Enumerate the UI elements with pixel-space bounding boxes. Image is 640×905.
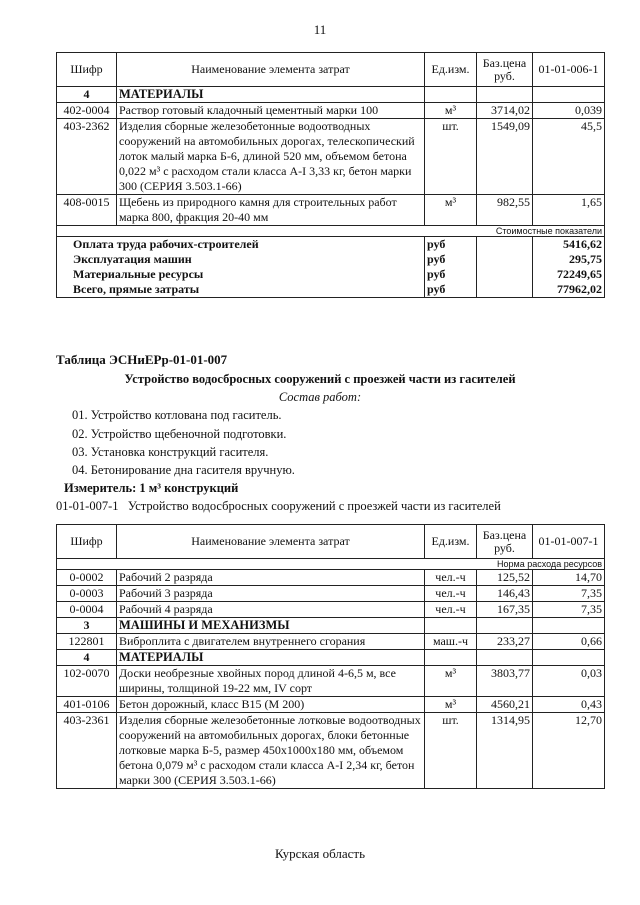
table-row bbox=[57, 195, 605, 226]
row-price: 4560,21 bbox=[477, 697, 533, 713]
total-unit: руб bbox=[425, 282, 477, 298]
total-unit: руб bbox=[425, 237, 477, 253]
row-name: Раствор готовый кладочный цементный марки 100 bbox=[117, 103, 425, 119]
col-norm-header: 01-01-007-1 bbox=[533, 525, 605, 559]
row-name: Виброплита с двигателем внутреннего сгорания bbox=[117, 634, 425, 650]
row-name: Щебень из природного камня для строительных работ марка 800, фракция 20-40 мм bbox=[117, 195, 425, 226]
total-unit: руб bbox=[425, 252, 477, 267]
total-row bbox=[57, 252, 605, 267]
row-price: 233,27 bbox=[477, 634, 533, 650]
section-title: МАШИНЫ И МЕХАНИЗМЫ bbox=[117, 618, 425, 634]
meter-label: Измеритель: 1 м³ конструкций bbox=[64, 481, 239, 495]
total-name: Оплата труда рабочих-строителей bbox=[57, 237, 425, 253]
col-unit-header: Ед.изм. bbox=[425, 525, 477, 559]
table-title: Таблица ЭСНиЕРр-01-01-007 bbox=[56, 352, 228, 367]
table-row bbox=[57, 602, 605, 618]
row-code: 102-0070 bbox=[57, 666, 117, 697]
row-name: Изделия сборные железобетонные лотковые водоотводных сооружений на автомобильных дорогах, блоки бетонные лотковые марка Б-5, размер 450х1000х180 мм, объемом бетона 0,079 м³ с расходом стали класса А-I 2,34 кг, бетон марки 300 (СЕРИЯ 3.503.1-66) bbox=[117, 713, 425, 789]
table-header-row bbox=[57, 53, 605, 87]
work-composition-label: Состав работ: bbox=[278, 390, 362, 404]
total-name: Эксплуатация машин bbox=[57, 252, 425, 267]
table-row bbox=[57, 666, 605, 697]
row-price: 1314,95 bbox=[477, 713, 533, 789]
table-subtitle: Устройство водосбросных сооружений с проезжей части из гасителей bbox=[124, 372, 516, 386]
row-value: 7,35 bbox=[533, 602, 605, 618]
row-code: 401-0106 bbox=[57, 697, 117, 713]
total-row bbox=[57, 237, 605, 253]
row-price: 1549,09 bbox=[477, 119, 533, 195]
row-name: Доски необрезные хвойных пород длиной 4-6,5 м, все ширины, толщиной 19-22 мм, IV сорт bbox=[117, 666, 425, 697]
row-name: Рабочий 3 разряда bbox=[117, 586, 425, 602]
row-name: Рабочий 2 разряда bbox=[117, 570, 425, 586]
total-row bbox=[57, 282, 605, 298]
total-value: 5416,62 bbox=[533, 237, 605, 253]
row-value: 12,70 bbox=[533, 713, 605, 789]
work-item: 01. Устройство котлована под гаситель. bbox=[72, 408, 282, 422]
norm-line: 01-01-007-1 Устройство водосбросных сооружений с проезжей части из гасителей bbox=[56, 499, 501, 513]
row-unit: м³ bbox=[425, 666, 477, 697]
row-unit: м³ bbox=[425, 103, 477, 119]
row-unit: маш.-ч bbox=[425, 634, 477, 650]
table-row bbox=[57, 570, 605, 586]
work-item: 02. Устройство щебеночной подготовки. bbox=[72, 427, 287, 441]
section-title: МАТЕРИАЛЫ bbox=[117, 87, 425, 103]
work-item: 04. Бетонирование дна гасителя вручную. bbox=[72, 463, 295, 477]
total-value: 295,75 bbox=[533, 252, 605, 267]
total-value: 72249,65 bbox=[533, 267, 605, 282]
total-name: Материальные ресурсы bbox=[57, 267, 425, 282]
row-code: 403-2361 bbox=[57, 713, 117, 789]
row-price: 146,43 bbox=[477, 586, 533, 602]
row-unit: шт. bbox=[425, 713, 477, 789]
col-price-header: Баз.цена руб. bbox=[477, 53, 533, 87]
row-price: 125,52 bbox=[477, 570, 533, 586]
section-row bbox=[57, 650, 605, 666]
total-unit: руб bbox=[425, 267, 477, 282]
section-number: 4 bbox=[57, 650, 117, 666]
col-norm-header: 01-01-006-1 bbox=[533, 53, 605, 87]
page-number: 11 bbox=[313, 22, 327, 37]
resource-norm-label: Норма расхода ресурсов bbox=[57, 559, 605, 570]
row-price: 167,35 bbox=[477, 602, 533, 618]
row-code: 122801 bbox=[57, 634, 117, 650]
row-code: 403-2362 bbox=[57, 119, 117, 195]
table-header-row bbox=[57, 525, 605, 559]
col-code-header: Шифр bbox=[57, 525, 117, 559]
section-number: 3 bbox=[57, 618, 117, 634]
row-value: 45,5 bbox=[533, 119, 605, 195]
col-name-header: Наименование элемента затрат bbox=[117, 525, 425, 559]
table-row bbox=[57, 103, 605, 119]
resource-table-2 bbox=[56, 524, 605, 789]
row-name: Рабочий 4 разряда bbox=[117, 602, 425, 618]
section-row bbox=[57, 618, 605, 634]
row-code: 0-0002 bbox=[57, 570, 117, 586]
row-value: 0,039 bbox=[533, 103, 605, 119]
table-row bbox=[57, 634, 605, 650]
row-value: 1,65 bbox=[533, 195, 605, 226]
row-unit: чел.-ч bbox=[425, 602, 477, 618]
row-name: Изделия сборные железобетонные водоотводных сооружений на автомобильных дорогах, телескопический лоток малый марка Б-6, длиной 520 мм, объемом бетона 0,022 м³ с расходом стали класса А-I 3,33 кг, бетон марки 300 (СЕРИЯ 3.503.1-66) bbox=[117, 119, 425, 195]
row-unit: чел.-ч bbox=[425, 586, 477, 602]
row-price: 3803,77 bbox=[477, 666, 533, 697]
work-item: 03. Установка конструкций гасителя. bbox=[72, 445, 269, 459]
row-value: 0,03 bbox=[533, 666, 605, 697]
table-row bbox=[57, 713, 605, 789]
row-unit: м³ bbox=[425, 195, 477, 226]
col-price-header: Баз.цена руб. bbox=[477, 525, 533, 559]
table-row bbox=[57, 697, 605, 713]
col-unit-header: Ед.изм. bbox=[425, 53, 477, 87]
row-price: 3714,02 bbox=[477, 103, 533, 119]
cost-indicators-label: Стоимостные показатели bbox=[57, 226, 605, 237]
col-name-header: Наименование элемента затрат bbox=[117, 53, 425, 87]
section-title: МАТЕРИАЛЫ bbox=[117, 650, 425, 666]
row-unit: шт. bbox=[425, 119, 477, 195]
row-value: 0,43 bbox=[533, 697, 605, 713]
row-code: 0-0004 bbox=[57, 602, 117, 618]
row-code: 408-0015 bbox=[57, 195, 117, 226]
row-value: 0,66 bbox=[533, 634, 605, 650]
table-row bbox=[57, 586, 605, 602]
resource-table-1 bbox=[56, 52, 605, 298]
row-value: 7,35 bbox=[533, 586, 605, 602]
section-number: 4 bbox=[57, 87, 117, 103]
table-row bbox=[57, 119, 605, 195]
total-row bbox=[57, 267, 605, 282]
total-value: 77962,02 bbox=[533, 282, 605, 298]
col-code-header: Шифр bbox=[57, 53, 117, 87]
row-value: 14,70 bbox=[533, 570, 605, 586]
row-code: 0-0003 bbox=[57, 586, 117, 602]
row-name: Бетон дорожный, класс В15 (М 200) bbox=[117, 697, 425, 713]
row-code: 402-0004 bbox=[57, 103, 117, 119]
row-unit: чел.-ч bbox=[425, 570, 477, 586]
section-row bbox=[57, 87, 605, 103]
row-unit: м³ bbox=[425, 697, 477, 713]
cost-indicators-row bbox=[57, 226, 605, 237]
total-name: Всего, прямые затраты bbox=[57, 282, 425, 298]
row-price: 982,55 bbox=[477, 195, 533, 226]
resource-norm-row bbox=[57, 559, 605, 570]
page-footer: Курская область bbox=[274, 846, 365, 861]
